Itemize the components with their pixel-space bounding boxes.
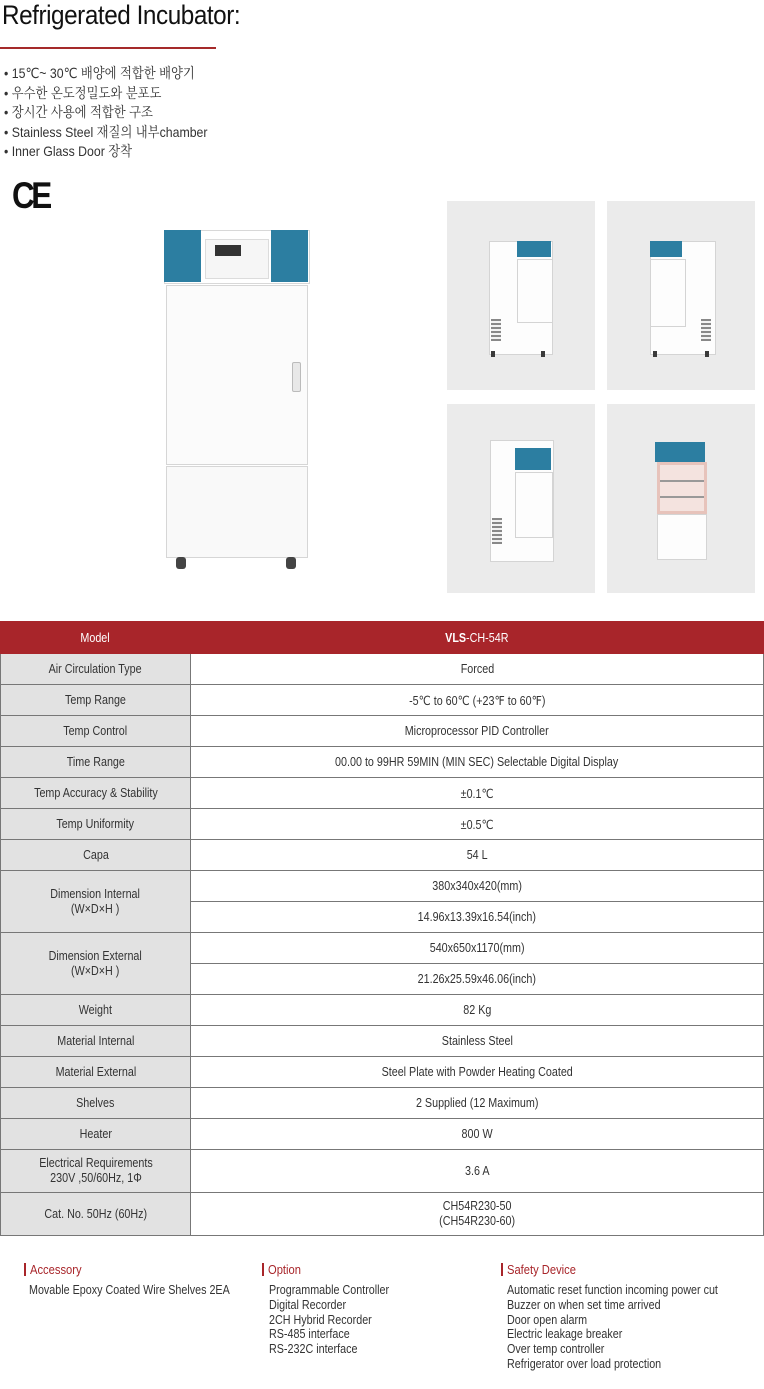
feature-item: • 우수한 온도정밀도와 분포도 xyxy=(4,84,162,101)
accessory-title: Accessory xyxy=(30,1261,82,1277)
spec-value: 14.96x13.39x16.54(inch) xyxy=(191,902,764,933)
spec-value: 21.26x25.59x46.06(inch) xyxy=(191,964,764,995)
spec-row xyxy=(1,995,764,1026)
spec-value: ±0.5℃ xyxy=(191,809,764,840)
safety-device-item: Refrigerator over load protection xyxy=(507,1356,662,1371)
accessory-section xyxy=(24,1261,262,1298)
spec-label: Material Internal xyxy=(1,1026,191,1057)
option-section xyxy=(262,1261,409,1357)
spec-value: 3.6 A xyxy=(191,1150,764,1193)
spec-value-model: VLS-CH-54R xyxy=(191,622,764,654)
ce-mark-logo: CE xyxy=(12,175,49,216)
spec-value: Microprocessor PID Controller xyxy=(191,716,764,747)
feature-item: • 장시간 사용에 적합한 구조 xyxy=(4,104,153,120)
spec-row xyxy=(1,716,764,747)
spec-label: Capa xyxy=(1,840,191,871)
section-marker xyxy=(24,1263,26,1276)
digital-display xyxy=(215,245,241,256)
spec-value: ±0.1℃ xyxy=(191,778,764,809)
spec-label-dimension-external: Dimension External (W×D×H ) xyxy=(1,933,191,995)
product-thumb-interior xyxy=(607,404,755,593)
spec-row xyxy=(1,747,764,778)
spec-row xyxy=(1,1088,764,1119)
title-underline xyxy=(0,47,216,49)
spec-value: 2 Supplied (12 Maximum) xyxy=(191,1088,764,1119)
accessory-item: Movable Epoxy Coated Wire Shelves 2EA xyxy=(29,1283,230,1297)
caster-wheel xyxy=(286,557,296,569)
spec-label-electrical: Electrical Requirements 230V ,50/60Hz, 1Φ xyxy=(1,1150,191,1193)
spec-value: -5℃ to 60℃ (+23℉ to 60℉) xyxy=(191,685,764,716)
option-item: Programmable Controller xyxy=(269,1283,390,1297)
safety-device-item: Door open alarm xyxy=(507,1312,588,1327)
cabinet-top-left-panel xyxy=(164,230,201,282)
cabinet-door xyxy=(166,285,308,465)
spec-row xyxy=(1,933,764,964)
option-item: RS-232C interface xyxy=(269,1342,358,1357)
door-handle xyxy=(292,362,301,392)
spec-value: 00.00 to 99HR 59MIN (MIN SEC) Selectable Digital Display xyxy=(191,747,764,778)
option-item: 2CH Hybrid Recorder xyxy=(269,1312,372,1327)
spec-label: Material External xyxy=(1,1057,191,1088)
safety-device-item: Over temp controller xyxy=(507,1342,605,1357)
spec-row xyxy=(1,1057,764,1088)
spec-value-catalog: CH54R230-50 (CH54R230-60) xyxy=(191,1193,764,1236)
spec-label: Heater xyxy=(1,1119,191,1150)
section-marker xyxy=(262,1263,264,1276)
caster-wheel xyxy=(176,557,186,569)
spec-value: Stainless Steel xyxy=(191,1026,764,1057)
spec-label: Temp Accuracy & Stability xyxy=(1,778,191,809)
spec-value: Forced xyxy=(191,654,764,685)
spec-label: Temp Control xyxy=(1,716,191,747)
spec-label: Weight xyxy=(1,995,191,1026)
safety-device-title: Safety Device xyxy=(507,1261,576,1277)
spec-row xyxy=(1,809,764,840)
spec-row xyxy=(1,778,764,809)
spec-table xyxy=(0,621,764,1236)
safety-device-section xyxy=(501,1261,752,1372)
spec-row xyxy=(1,1026,764,1057)
safety-device-item: Buzzer on when set time arrived xyxy=(507,1297,661,1312)
spec-label-catalog: Cat. No. 50Hz (60Hz) xyxy=(1,1193,191,1236)
spec-label: Time Range xyxy=(1,747,191,778)
section-marker xyxy=(501,1263,503,1276)
spec-value: Steel Plate with Powder Heating Coated xyxy=(191,1057,764,1088)
spec-label-model: Model xyxy=(1,622,191,654)
spec-label: Air Circulation Type xyxy=(1,654,191,685)
spec-value: 540x650x1170(mm) xyxy=(191,933,764,964)
spec-value: 82 Kg xyxy=(191,995,764,1026)
spec-row xyxy=(1,871,764,902)
spec-row xyxy=(1,1193,764,1236)
safety-device-item: Automatic reset function incoming power cut xyxy=(507,1283,718,1297)
product-thumb-side-left xyxy=(447,201,595,390)
cabinet-lower-compartment xyxy=(166,466,308,558)
feature-item: • Inner Glass Door 장착 xyxy=(4,143,133,159)
spec-value: 380x340x420(mm) xyxy=(191,871,764,902)
product-main-image xyxy=(158,225,318,575)
feature-item: • 15℃~ 30℃ 배양에 적합한 배양기 xyxy=(4,65,195,81)
page-title: Refrigerated Incubator: xyxy=(2,0,241,30)
product-thumb-side-right xyxy=(607,201,755,390)
spec-row xyxy=(1,654,764,685)
spec-label: Temp Range xyxy=(1,685,191,716)
spec-label: Temp Uniformity xyxy=(1,809,191,840)
spec-label: Shelves xyxy=(1,1088,191,1119)
spec-value: 800 W xyxy=(191,1119,764,1150)
spec-value: 54 L xyxy=(191,840,764,871)
feature-list xyxy=(4,64,235,162)
cabinet-top-right-panel xyxy=(271,230,308,282)
product-thumb-rear-left xyxy=(447,404,595,593)
option-item: Digital Recorder xyxy=(269,1297,347,1312)
spec-row xyxy=(1,840,764,871)
option-item: RS-485 interface xyxy=(269,1327,350,1342)
option-title: Option xyxy=(268,1261,301,1277)
spec-row xyxy=(1,1119,764,1150)
spec-row xyxy=(1,685,764,716)
spec-row xyxy=(1,1150,764,1193)
feature-item: • Stainless Steel 재질의 내부chamber xyxy=(4,123,208,140)
spec-label-dimension-internal: Dimension Internal (W×D×H ) xyxy=(1,871,191,933)
safety-device-item: Electric leakage breaker xyxy=(507,1327,623,1342)
spec-header-row xyxy=(1,622,764,654)
